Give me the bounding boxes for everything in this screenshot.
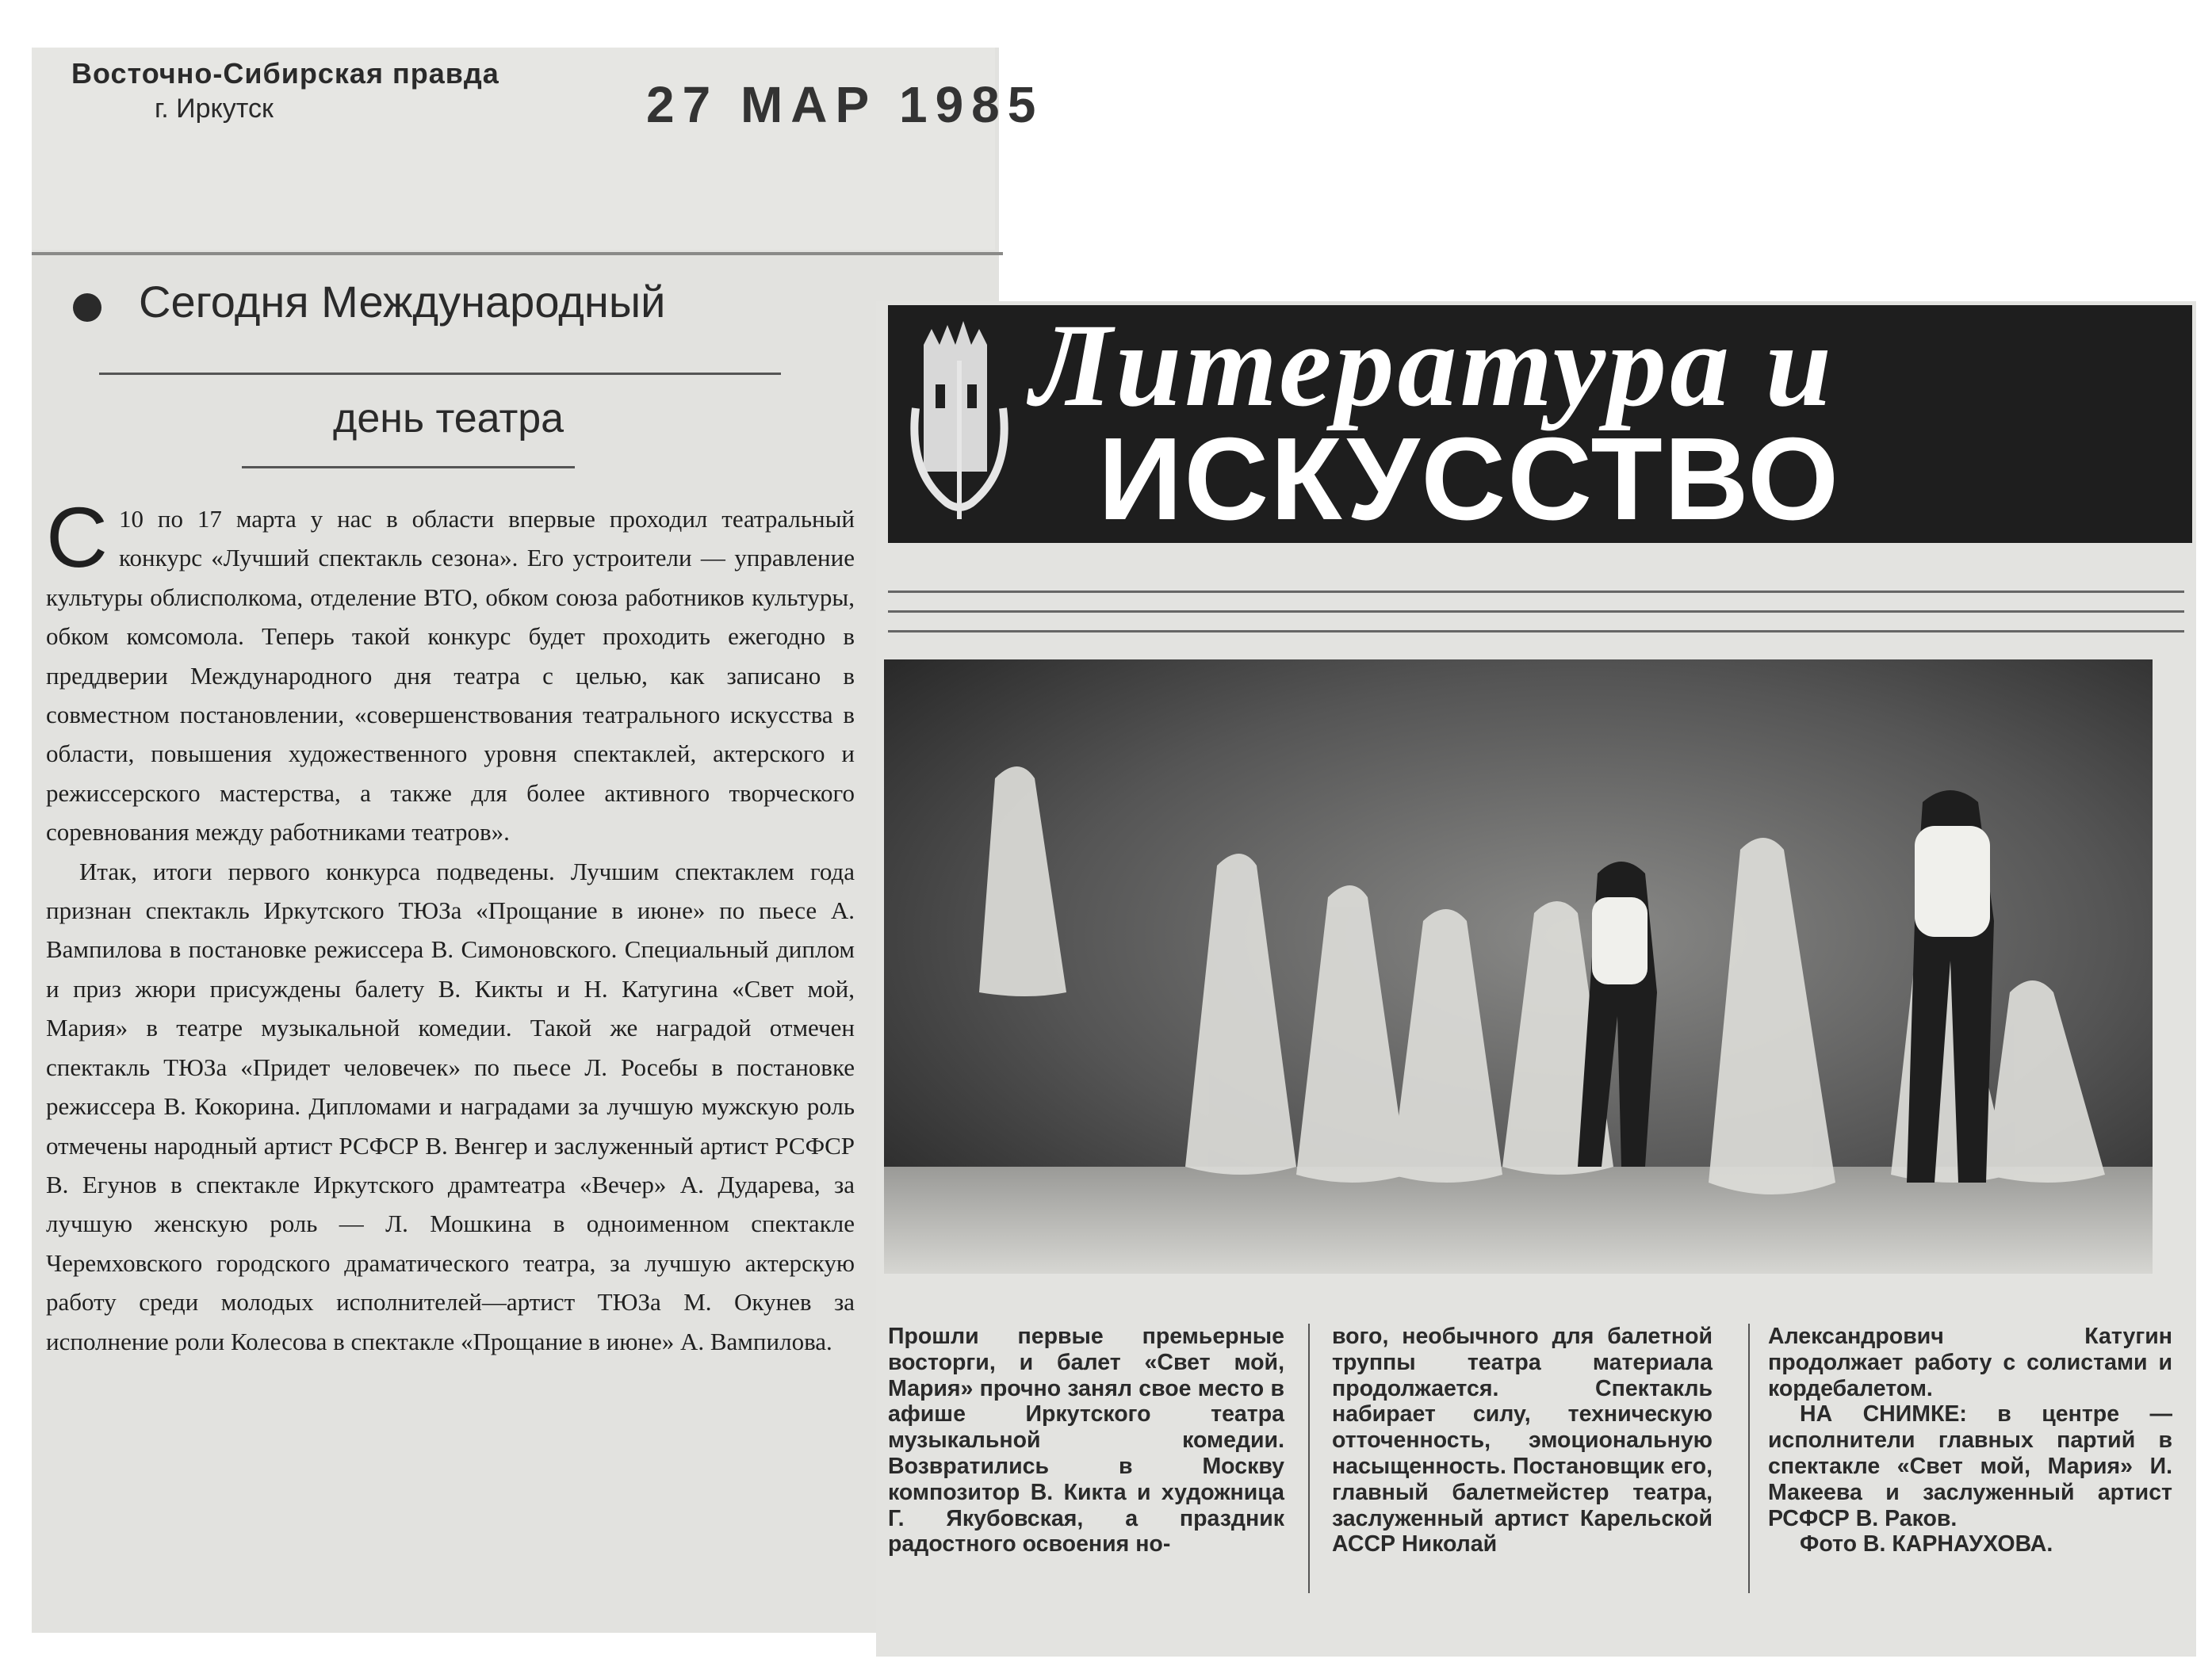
rule-line — [888, 630, 2184, 633]
masthead-title-line-2: ИСКУССТВО — [1098, 414, 1841, 545]
paragraph-text: 10 по 17 марта у нас в области впервые проходил театральный конкурс «Лучший спектакль сезона». Его устроители — управление культуры облисполкома, отделение ВТО, обком союза работников культуры, обком комсомола. Теперь такой конкурс будет проходить ежегодно в преддверии Международного дня театра с целью, как записано в совместном постановлении, «совершенствования театрального искусства в области, повышения художественного уровня спектаклей, актерского и режиссерского мастерства, а также для более активного творческого соревнования между работниками театров». — [46, 505, 855, 847]
masthead-title-line-1: Литература и — [1031, 300, 1835, 431]
article-paragraph: Итак, итоги первого конкурса подведены. Лучшим спектаклем года признан спектакль Иркутского ТЮЗа «Прощание в июне» по пьесе А. Вампилова в постановке режиссера В. Симоновского. Специальный диплом и приз жюри присуждены балету В. Кикты и Н. Катугина «Свет мой, Мария» в театре музыкальной комедии. Такой же наградой отмечен спектакль ТЮЗа «Придет человечек» по пьесе Л. Росебы в постановке режиссера В. Кокорина. Дипломами и наградами за лучшую мужскую роль отмечены народный артист РСФСР В. Венгер и заслуженный артист РСФСР В. Егунов в спектакле Иркутского драмтеатра «Вечер» А. Дударева, за лучшую женскую роль — Л. Мошкина в одноименном спектакле Черемховского городского драматического театра, за лучшую актерскую работу среди молодых исполнителей—артист ТЮЗа М. Окунев за исполнение роли Колесова в спектакле «Прощание в июне» А. Вампилова. — [46, 857, 855, 1355]
photo-credit: Фото В. КАРНАУХОВА. — [1800, 1531, 2053, 1557]
column-text: Александрович Катугин продолжает работу с солистами и кордебалетом. — [1768, 1324, 2172, 1401]
caption-columns — [888, 1324, 2172, 1641]
column-divider — [1308, 1324, 1310, 1593]
heading-rule — [99, 373, 781, 375]
date-stamp: 27 МАР 1985 — [646, 76, 1044, 133]
rule-line — [888, 590, 2184, 593]
caption-column-1 — [888, 1324, 1284, 1557]
left-article-body — [46, 489, 855, 1361]
drop-cap: С — [46, 489, 108, 585]
newspaper-city-stamp: г. Иркутск — [155, 94, 274, 124]
bullet-icon — [73, 293, 101, 322]
column-divider — [1748, 1324, 1750, 1593]
rule-line — [888, 610, 2184, 613]
masthead-rules — [888, 590, 2184, 650]
photo-caption: НА СНИМКЕ: в центре — исполнители главных партий в спектакле «Свет мой, Мария» И. Макеева и заслуженный артист РСФСР В. Раков. — [1768, 1401, 2172, 1531]
column-text: Прошли первые премьерные восторги, и балет «Свет мой, Мария» прочно занял свое место в афише Иркутского театра музыкальной комедии. Возвратились в Москву композитор В. Кикта и художница Г. Якубовская, а праздник радостного освоения но- — [888, 1324, 1284, 1557]
fold-line — [32, 252, 1003, 255]
caption-column-2 — [1332, 1324, 1713, 1557]
article-paragraph — [46, 489, 855, 852]
article-heading-line-2: день театра — [333, 396, 564, 441]
newspaper-source-stamp: Восточно-Сибирская правда — [71, 57, 499, 90]
heading-rule — [242, 466, 575, 468]
caption-column-3 — [1768, 1324, 2172, 1557]
article-heading-line-1: Сегодня Международный — [139, 277, 666, 327]
column-text: вого, необычного для балетной труппы театра материала продолжается. Спектакль набирает силу, техническую отточенность, эмоциональную насыщенность. Постановщик его, главный балетмейстер театра, заслуженный артист Карельской АССР Николай — [1332, 1324, 1713, 1557]
ballet-photo — [884, 659, 2153, 1274]
theatre-lyre-icon — [900, 313, 1019, 535]
